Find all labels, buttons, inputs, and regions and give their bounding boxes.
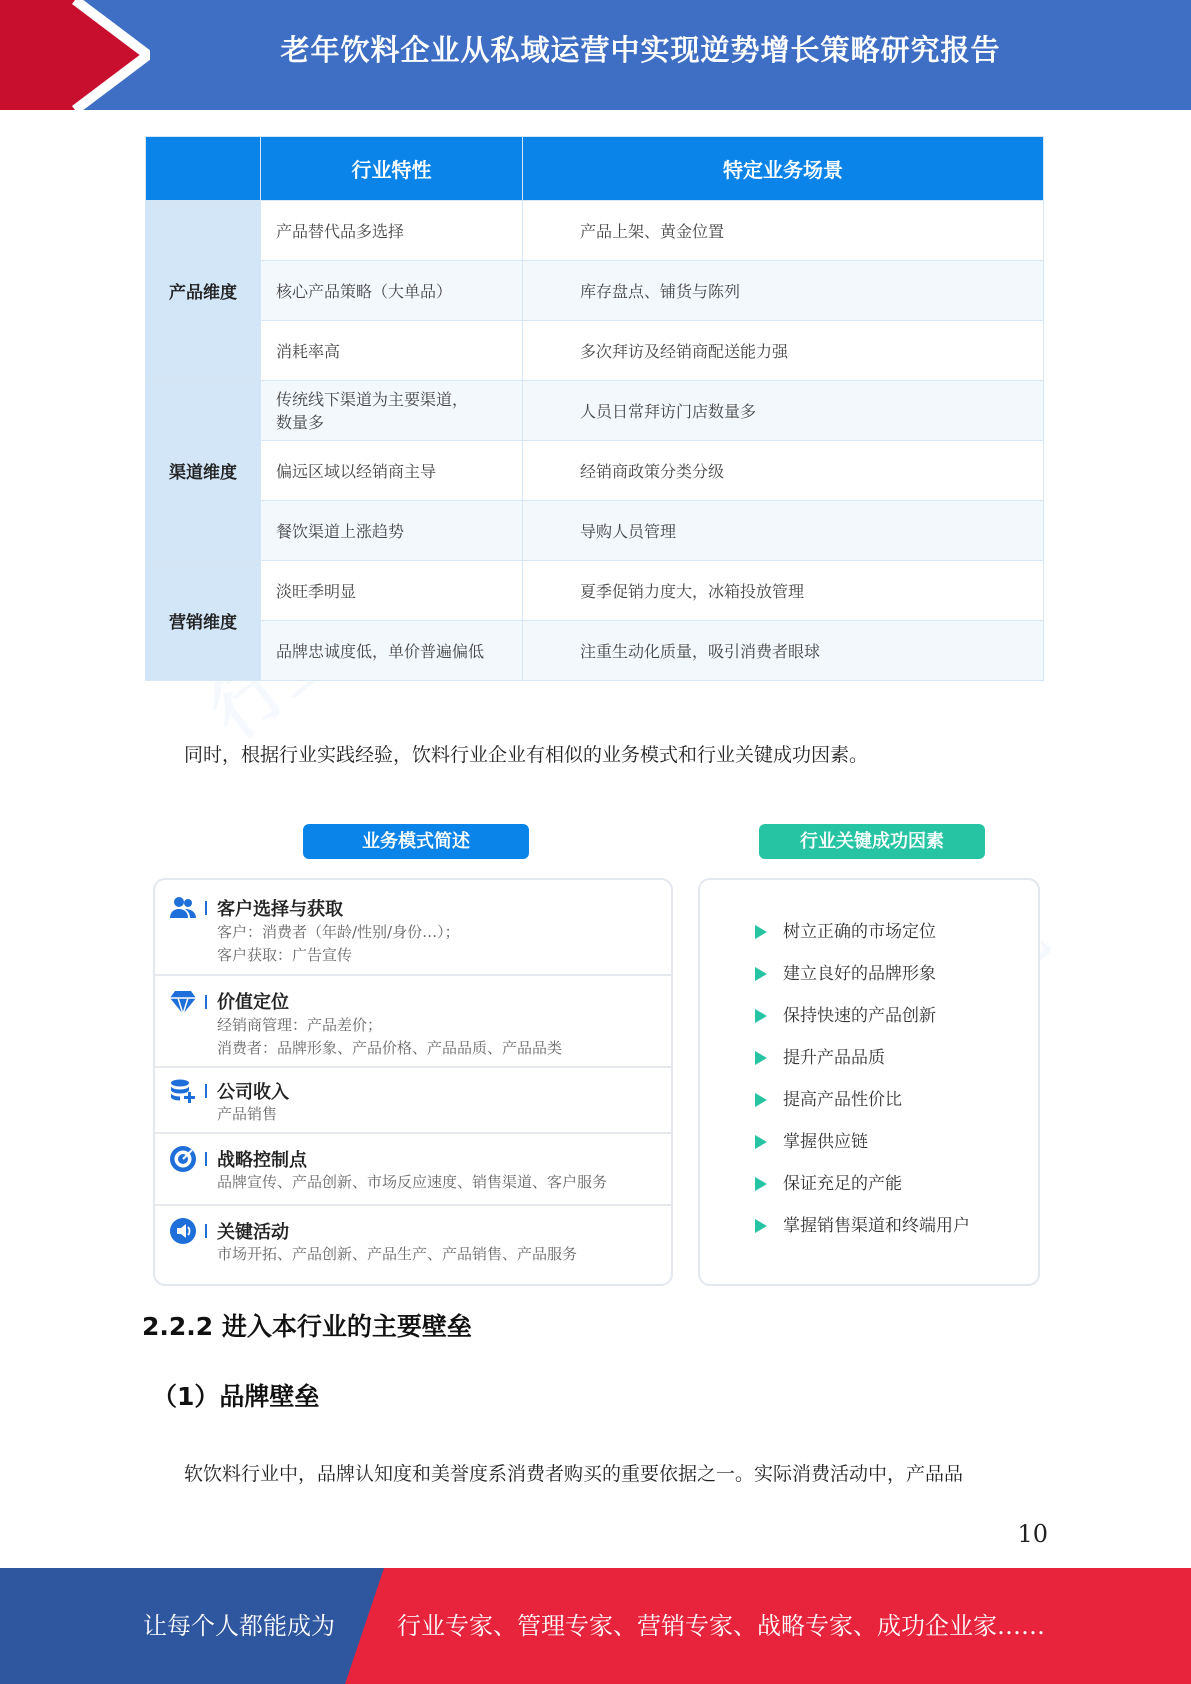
key-factors-panel — [698, 878, 1040, 1286]
table-row — [146, 561, 1044, 621]
description-line: 消费者：品牌形象、产品价格、产品品质、产品品类 — [217, 1039, 563, 1057]
business-model-item — [155, 976, 671, 1068]
list-item-text: 保证充足的产能 — [783, 1174, 902, 1194]
business-model-panel — [153, 878, 673, 1286]
list-item-text: 树立正确的市场定位 — [783, 922, 936, 942]
scene-cell: 产品上架、黄金位置 — [523, 201, 1044, 261]
table-row — [146, 381, 1044, 441]
item-title: 公司收入 — [217, 1082, 289, 1103]
triangle-bullet-icon — [755, 1093, 767, 1107]
table-row — [146, 441, 1044, 501]
triangle-bullet-icon — [755, 1051, 767, 1065]
business-model-item — [155, 1134, 671, 1206]
description-line: 客户获取：广告宣传 — [217, 946, 353, 964]
feature-cell — [261, 381, 523, 441]
list-item-text: 掌握销售渠道和终端用户 — [783, 1216, 970, 1236]
table-header-scene: 特定业务场景 — [523, 137, 1044, 201]
scene-cell: 多次拜访及经销商配送能力强 — [523, 321, 1044, 381]
target-icon — [169, 1145, 197, 1173]
feature-line: 数量多 — [276, 412, 325, 432]
footer-slogan-left: 让每个人都能成为 — [143, 1612, 335, 1640]
triangle-bullet-icon — [755, 1009, 767, 1023]
header-arrow-decoration — [0, 0, 150, 110]
item-separator — [205, 1224, 207, 1238]
feature-cell: 产品替代品多选择 — [261, 201, 523, 261]
description-line: 产品销售 — [217, 1105, 278, 1123]
diamond-icon — [169, 988, 197, 1016]
list-item-text: 提升产品品质 — [783, 1048, 885, 1068]
business-model-item — [155, 880, 671, 976]
subsection-heading: （1）品牌壁垒 — [152, 1382, 320, 1411]
feature-line: 传统线下渠道为主要渠道， — [276, 389, 469, 409]
feature-cell: 偏远区域以经销商主导 — [261, 441, 523, 501]
dimension-cell-marketing: 营销维度 — [146, 561, 261, 681]
intro-paragraph: 同时，根据行业实践经验，饮料行业企业有相似的业务模式和行业关键成功因素。 — [184, 744, 869, 766]
scene-cell: 注重生动化质量，吸引消费者眼球 — [523, 621, 1044, 681]
description-line: 市场开拓、产品创新、产品生产、产品销售、产品服务 — [217, 1245, 578, 1263]
industry-characteristics-table — [145, 136, 1044, 681]
feature-cell: 餐饮渠道上涨趋势 — [261, 501, 523, 561]
feature-cell: 品牌忠诚度低，单价普遍偏低 — [261, 621, 523, 681]
speaker-icon — [169, 1217, 197, 1245]
table-header-feature: 行业特性 — [261, 137, 523, 201]
business-model-item — [155, 1068, 671, 1134]
item-separator — [205, 1084, 207, 1098]
section-heading: 2.2.2 进入本行业的主要壁垒 — [142, 1312, 472, 1341]
table-header-row — [146, 137, 1044, 201]
item-description — [217, 1171, 607, 1194]
table-header-empty — [146, 137, 261, 201]
page-header — [0, 0, 1191, 110]
item-separator — [205, 1152, 207, 1166]
scene-cell: 库存盘点、铺货与陈列 — [523, 261, 1044, 321]
item-description — [217, 1103, 277, 1126]
business-model-item — [155, 1206, 671, 1284]
description-line: 品牌宣传、产品创新、市场反应速度、销售渠道、客户服务 — [217, 1173, 608, 1191]
list-item-text: 保持快速的产品创新 — [783, 1006, 936, 1026]
dimension-cell-product: 产品维度 — [146, 201, 261, 381]
scene-cell: 人员日常拜访门店数量多 — [523, 381, 1044, 441]
users-icon — [169, 894, 197, 922]
feature-cell: 消耗率高 — [261, 321, 523, 381]
feature-cell: 淡旺季明显 — [261, 561, 523, 621]
item-title: 关键活动 — [217, 1222, 289, 1243]
coins-plus-icon — [169, 1077, 197, 1105]
item-separator — [205, 901, 207, 915]
page-footer — [0, 1568, 1191, 1684]
page-number: 10 — [1017, 1520, 1048, 1548]
item-title: 战略控制点 — [217, 1150, 307, 1171]
report-title: 老年饮料企业从私域运营中实现逆势增长策略研究报告 — [280, 33, 1001, 67]
list-item-text: 建立良好的品牌形象 — [783, 964, 936, 984]
scene-cell: 经销商政策分类分级 — [523, 441, 1044, 501]
triangle-bullet-icon — [755, 925, 767, 939]
table-row — [146, 201, 1044, 261]
scene-cell: 夏季促销力度大，冰箱投放管理 — [523, 561, 1044, 621]
scene-cell: 导购人员管理 — [523, 501, 1044, 561]
item-description — [217, 921, 460, 967]
body-paragraph: 软饮料行业中，品牌认知度和美誉度系消费者购买的重要依据之一。实际消费活动中，产品品 — [184, 1463, 964, 1485]
key-factors-title: 行业关键成功因素 — [759, 824, 985, 859]
description-line: 经销商管理：产品差价； — [217, 1016, 383, 1034]
item-description — [217, 1243, 577, 1266]
dimension-cell-channel: 渠道维度 — [146, 381, 261, 561]
triangle-bullet-icon — [755, 967, 767, 981]
item-separator — [205, 995, 207, 1009]
list-item-text: 提高产品性价比 — [783, 1090, 902, 1110]
triangle-bullet-icon — [755, 1135, 767, 1149]
triangle-bullet-icon — [755, 1177, 767, 1191]
item-title: 价值定位 — [217, 992, 289, 1013]
list-item-text: 掌握供应链 — [783, 1132, 868, 1152]
table-row — [146, 621, 1044, 681]
feature-cell: 核心产品策略（大单品） — [261, 261, 523, 321]
table-row — [146, 321, 1044, 381]
business-model-title: 业务模式简述 — [303, 824, 529, 859]
item-title: 客户选择与获取 — [217, 899, 343, 920]
table-row — [146, 501, 1044, 561]
item-description — [217, 1014, 562, 1060]
description-line: 客户：消费者（年龄/性别/身份…）； — [217, 923, 460, 941]
table-row — [146, 261, 1044, 321]
footer-slogan-right: 行业专家、管理专家、营销专家、战略专家、成功企业家…… — [397, 1612, 1045, 1640]
triangle-bullet-icon — [755, 1219, 767, 1233]
